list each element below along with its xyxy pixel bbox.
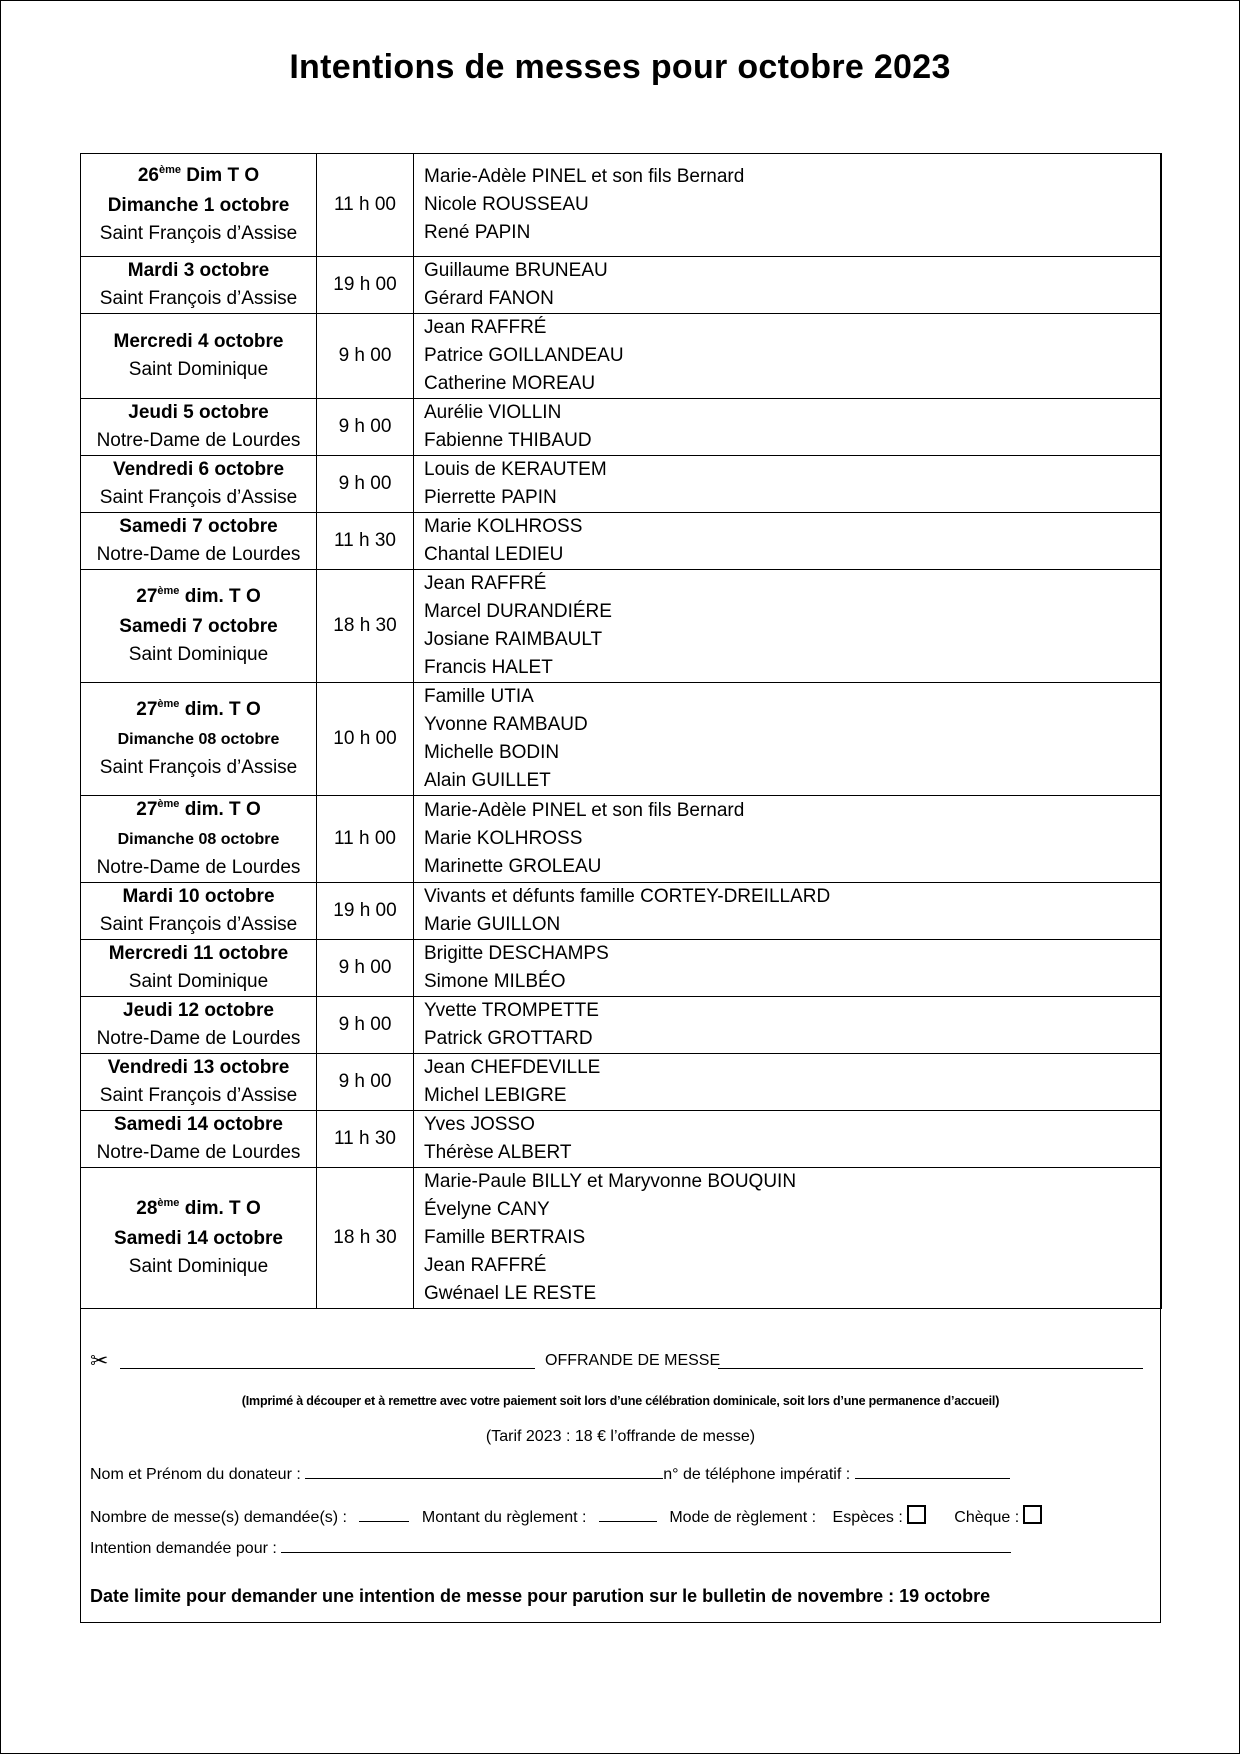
offering-form (80, 1346, 1161, 1623)
mass-day-cell (81, 1054, 317, 1111)
mass-intentions-cell (414, 314, 1162, 399)
sunday-number: 27 (136, 586, 158, 607)
mass-church: Notre-Dame de Lourdes (96, 430, 301, 451)
intention-name: Jean RAFFRÉ (424, 573, 547, 594)
phone-field[interactable] (855, 1462, 1010, 1479)
intention-name: Patrick GROTTARD (424, 1028, 593, 1049)
mass-intentions-cell (414, 570, 1162, 683)
ordinal-suffix: ème (157, 798, 180, 810)
mass-intentions-cell (414, 940, 1162, 997)
form-heading: OFFRANDE DE MESSE (545, 1352, 721, 1369)
cut-line-left (120, 1368, 535, 1369)
mass-date: Vendredi 13 octobre (107, 1057, 290, 1078)
intention-name: Nicole ROUSSEAU (424, 194, 589, 215)
mass-church: Saint François d’Assise (99, 487, 298, 508)
mass-time: 19 h 00 (317, 883, 414, 940)
mass-day-cell (81, 570, 317, 683)
mass-row (81, 796, 1162, 883)
intention-name: Famille UTIA (424, 686, 534, 707)
ordinal-suffix: ème (158, 164, 182, 176)
intention-name: Jean RAFFRÉ (424, 317, 547, 338)
sunday-number: 26 (137, 165, 159, 186)
check-checkbox[interactable] (1023, 1505, 1042, 1524)
mass-time: 11 h 00 (317, 154, 414, 257)
masses-table-body (81, 154, 1162, 1309)
mass-intentions-cell (414, 154, 1162, 257)
mass-intentions-cell (414, 1168, 1162, 1309)
mass-date: Mardi 3 octobre (127, 260, 270, 281)
sunday-label: Dim T O (181, 165, 260, 186)
intention-name: Marie-Adèle PINEL et son fils Bernard (424, 800, 745, 821)
intention-name: Vivants et défunts famille CORTEY-DREILLARD (424, 886, 831, 907)
masses-table (80, 153, 1162, 1309)
cash-checkbox[interactable] (907, 1505, 926, 1524)
mass-time: 9 h 00 (317, 997, 414, 1054)
intention-name: Chantal LEDIEU (424, 544, 564, 565)
intention-name: Évelyne CANY (424, 1199, 550, 1220)
liturgical-sunday (81, 1195, 316, 1225)
intention-name: Marinette GROLEAU (424, 856, 602, 877)
ordinal-suffix: ème (157, 1197, 180, 1209)
mass-time: 11 h 30 (317, 1111, 414, 1168)
sunday-number: 28 (136, 1198, 158, 1219)
mass-date: Dimanche 08 octobre (117, 731, 280, 748)
mass-row (81, 257, 1162, 314)
intention-name: Michel LEBIGRE (424, 1085, 567, 1106)
mass-row (81, 570, 1162, 683)
mass-church: Saint Dominique (128, 971, 269, 992)
mass-row (81, 513, 1162, 570)
mass-church: Saint François d’Assise (99, 1085, 298, 1106)
donor-label: Nom et Prénom du donateur : (90, 1466, 301, 1483)
sunday-label: dim. T O (179, 799, 261, 820)
intention-name: Francis HALET (424, 657, 553, 678)
mass-day-cell (81, 257, 317, 314)
check-label: Chèque : (954, 1509, 1020, 1526)
ordinal-suffix: ème (157, 698, 180, 710)
mass-day-cell (81, 883, 317, 940)
mass-intentions-cell (414, 1111, 1162, 1168)
intention-name: Famille BERTRAIS (424, 1227, 586, 1248)
mass-row (81, 683, 1162, 796)
mass-day-cell (81, 1111, 317, 1168)
intention-name: Yvonne RAMBAUD (424, 714, 588, 735)
intention-name: Guillaume BRUNEAU (424, 260, 608, 281)
form-note: (Imprimé à découper et à remettre avec votre paiement soit lors d’une célébration dominicale, soit lors d’une permanence d’accueil) (241, 1394, 1000, 1408)
mass-date: Mercredi 4 octobre (113, 331, 284, 352)
liturgical-sunday (81, 696, 316, 726)
mass-time: 11 h 30 (317, 513, 414, 570)
mass-church: Notre-Dame de Lourdes (96, 544, 301, 565)
scissors-icon: ✂ (90, 1348, 109, 1373)
mass-intentions-cell (414, 1054, 1162, 1111)
intention-name: Yves JOSSO (424, 1114, 535, 1135)
mass-church: Saint Dominique (128, 1256, 269, 1277)
intention-name: René PAPIN (424, 222, 531, 243)
intention-name: Thérèse ALBERT (424, 1142, 572, 1163)
mass-time: 18 h 30 (317, 1168, 414, 1309)
mass-day-cell (81, 1168, 317, 1309)
mass-time: 9 h 00 (317, 940, 414, 997)
sunday-label: dim. T O (179, 1198, 261, 1219)
intention-name: Marie KOLHROSS (424, 516, 583, 537)
mass-date: Samedi 7 octobre (119, 516, 278, 537)
mass-intentions-cell (414, 796, 1162, 883)
mass-time: 11 h 00 (317, 796, 414, 883)
mass-date: Samedi 14 octobre (114, 1228, 283, 1249)
intention-name: Gwénael LE RESTE (424, 1283, 597, 1304)
intention-name: Josiane RAIMBAULT (424, 629, 603, 650)
intention-name: Jean RAFFRÉ (424, 1255, 547, 1276)
mass-time: 19 h 00 (317, 257, 414, 314)
form-tarif: (Tarif 2023 : 18 € l’offrande de messe) (485, 1428, 756, 1445)
mass-time: 9 h 00 (317, 314, 414, 399)
mass-date: Samedi 14 octobre (114, 1114, 283, 1135)
mass-intentions-cell (414, 883, 1162, 940)
count-label: Nombre de messe(s) demandée(s) : (90, 1509, 347, 1526)
mass-intentions-cell (414, 456, 1162, 513)
intention-name: Marie GUILLON (424, 914, 561, 935)
mass-date: Dimanche 08 octobre (117, 831, 280, 848)
donor-row (90, 1462, 1010, 1486)
intention-name: Marcel DURANDIÉRE (424, 601, 612, 622)
mass-day-cell (81, 399, 317, 456)
mass-row (81, 883, 1162, 940)
mass-date: Mardi 10 octobre (122, 886, 275, 907)
ordinal-suffix: ème (157, 585, 180, 597)
mass-church: Saint François d’Assise (99, 757, 298, 778)
mass-church: Notre-Dame de Lourdes (96, 1142, 301, 1163)
deadline-text: Date limite pour demander une intention de messe pour parution sur le bulletin de novembre : 19 octobre (90, 1586, 991, 1606)
intention-name: Fabienne THIBAUD (424, 430, 592, 451)
mass-church: Saint François d’Assise (99, 914, 298, 935)
intention-name: Aurélie VIOLLIN (424, 402, 562, 423)
mass-row (81, 940, 1162, 997)
mass-intentions-cell (414, 997, 1162, 1054)
intention-label: Intention demandée pour : (90, 1540, 277, 1557)
intention-name: Yvette TROMPETTE (424, 1000, 599, 1021)
liturgical-sunday (81, 583, 316, 613)
sunday-number: 27 (136, 699, 158, 720)
mass-time: 9 h 00 (317, 456, 414, 513)
mass-day-cell (81, 314, 317, 399)
sunday-label: dim. T O (179, 699, 261, 720)
intention-name: Alain GUILLET (424, 770, 551, 791)
intention-row (90, 1536, 1011, 1560)
page-title: Intentions de messes pour octobre 2023 (289, 48, 951, 86)
intention-name: Brigitte DESCHAMPS (424, 943, 609, 964)
intention-name: Gérard FANON (424, 288, 554, 309)
intention-name: Michelle BODIN (424, 742, 560, 763)
mass-intentions-cell (414, 683, 1162, 796)
sunday-label: dim. T O (179, 586, 261, 607)
mass-church: Notre-Dame de Lourdes (96, 857, 301, 878)
mass-day-cell (81, 940, 317, 997)
cash-label: Espèces : (832, 1509, 903, 1526)
mass-day-cell (81, 796, 317, 883)
intention-name: Jean CHEFDEVILLE (424, 1057, 601, 1078)
sunday-number: 27 (136, 799, 158, 820)
mass-row (81, 997, 1162, 1054)
mass-day-cell (81, 683, 317, 796)
intention-name: Louis de KERAUTEM (424, 459, 607, 480)
cut-line (90, 1346, 1130, 1376)
mass-date: Jeudi 12 octobre (123, 1000, 274, 1021)
mass-intentions-cell (414, 399, 1162, 456)
mass-intentions-cell (414, 513, 1162, 570)
intention-name: Catherine MOREAU (424, 373, 596, 394)
mass-date: Jeudi 5 octobre (128, 402, 269, 423)
mass-church: Saint François d’Assise (99, 223, 298, 244)
mass-intentions-cell (414, 257, 1162, 314)
intention-name: Simone MILBÉO (424, 971, 566, 992)
cut-line-right (718, 1368, 1143, 1369)
payment-row (90, 1505, 1042, 1529)
intention-name: Marie-Adèle PINEL et son fils Bernard (424, 166, 745, 187)
mass-time: 9 h 00 (317, 1054, 414, 1111)
intention-name: Pierrette PAPIN (424, 487, 557, 508)
liturgical-sunday (81, 796, 316, 826)
intention-name: Patrice GOILLANDEAU (424, 345, 624, 366)
mode-label: Mode de règlement : (669, 1509, 817, 1526)
mass-row (81, 1168, 1162, 1309)
mass-row (81, 1111, 1162, 1168)
phone-label: n° de téléphone impératif : (663, 1466, 851, 1483)
mass-church: Saint Dominique (128, 644, 269, 665)
mass-time: 10 h 00 (317, 683, 414, 796)
mass-church: Saint Dominique (128, 359, 269, 380)
mass-church: Notre-Dame de Lourdes (96, 1028, 301, 1049)
mass-row (81, 314, 1162, 399)
intention-name: Marie-Paule BILLY et Maryvonne BOUQUIN (424, 1171, 797, 1192)
amount-field[interactable] (599, 1505, 657, 1522)
mass-date: Vendredi 6 octobre (112, 459, 285, 480)
mass-day-cell (81, 997, 317, 1054)
mass-time: 9 h 00 (317, 399, 414, 456)
mass-row (81, 456, 1162, 513)
intention-name: Marie KOLHROSS (424, 828, 583, 849)
count-field[interactable] (359, 1505, 409, 1522)
mass-day-cell (81, 513, 317, 570)
donor-field[interactable] (305, 1462, 663, 1479)
liturgical-sunday (81, 162, 316, 192)
mass-day-cell (81, 154, 317, 257)
mass-row (81, 1054, 1162, 1111)
mass-time: 18 h 30 (317, 570, 414, 683)
mass-row (81, 399, 1162, 456)
mass-row (81, 154, 1162, 257)
mass-date: Dimanche 1 octobre (107, 195, 290, 216)
amount-label: Montant du règlement : (421, 1509, 587, 1526)
mass-day-cell (81, 456, 317, 513)
mass-date: Mercredi 11 octobre (108, 943, 289, 964)
mass-date: Samedi 7 octobre (119, 616, 278, 637)
intention-field[interactable] (281, 1536, 1011, 1553)
mass-church: Saint François d’Assise (99, 288, 298, 309)
